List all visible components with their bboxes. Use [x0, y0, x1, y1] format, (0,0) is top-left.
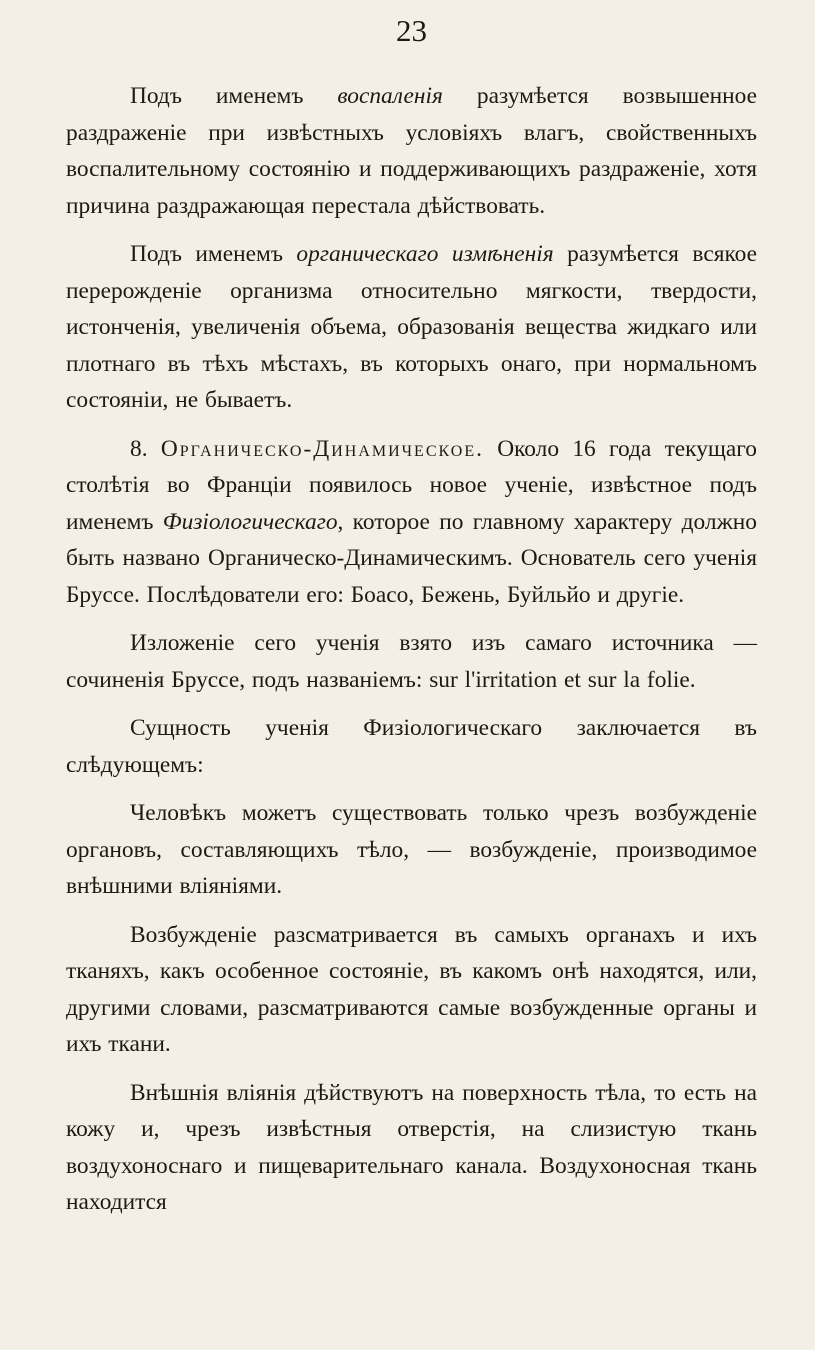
section-number: 8. [130, 435, 161, 462]
paragraph-external-influences: Внѣшнія вліянія дѣйствуютъ на поверхность тѣла, то есть на кожу и, чрезъ извѣстныя отверстія, на слизистую ткань воздухоноснаго и пищеварительнаго канала. Воздухоносная ткань находится [66, 1079, 757, 1215]
paragraph-excitation-organs: Возбужденіе разсматривается въ самыхъ органахъ и ихъ тканяхъ, какъ особенное состояніе, въ какомъ онѣ находятся, или, другими словами, разсматриваются самые возбужденные органы и ихъ ткани. [66, 921, 757, 1057]
italic-term: воспаленія [337, 83, 443, 109]
paragraph-essence: Сущность ученія Физіологическаго заключается въ слѣдующемъ: [66, 715, 757, 778]
paragraph-text: Около 16 года текущаго столѣтія во Франціи появилось новое ученіе, извѣстное подъ именемъ [66, 435, 758, 535]
section-heading: Органическо-Динамическое. [160, 435, 484, 462]
paragraph-text: Подъ именемъ [130, 83, 338, 109]
paragraph-text: разумѣется всякое перерожденіе организма относительно мягкости, твердости, истонченія, увеличенія объема, образованія вещества жидкаго или плотнаго въ тѣхъ мѣстахъ, въ которыхъ онаго, при нормальномъ состояніи, не бываетъ. [66, 241, 757, 413]
paragraph-organic-change-definition [66, 236, 757, 419]
italic-term: Физіологическаго [162, 508, 338, 535]
paragraph-human-excitation: Человѣкъ можетъ существовать только чрезъ возбужденіе органовъ, составляющихъ тѣло, — возбужденіе, производимое внѣшними вліяніями. [66, 800, 757, 899]
paragraph-source: Изложеніе сего ученія взято изъ самаго источника — сочиненія Бруссе, подъ названіемъ: sur l'irritation et sur la folie. [66, 630, 757, 693]
page-number: 23 [396, 13, 427, 48]
paragraph-text: , которое по главному характеру должно быть названо Органическо-Динамическимъ. Основатель сего ученія Бруссе. Послѣдователи его: Боасо, Бежень, Буйльйо и другіе. [66, 508, 757, 608]
paragraph-inflammation-definition [66, 78, 757, 224]
paragraph-section-8 [66, 431, 757, 614]
paragraph-text: Подъ именемъ [130, 241, 297, 267]
paragraph-text: разумѣется возвышенное раздраженіе при извѣстныхъ условіяхъ влагъ, свойственныхъ воспалительному состоянію и поддерживающихъ раздраженіе, хотя причина раздражающая перестала дѣйствовать. [66, 83, 757, 219]
italic-term: органическаго измѣненія [296, 241, 554, 267]
